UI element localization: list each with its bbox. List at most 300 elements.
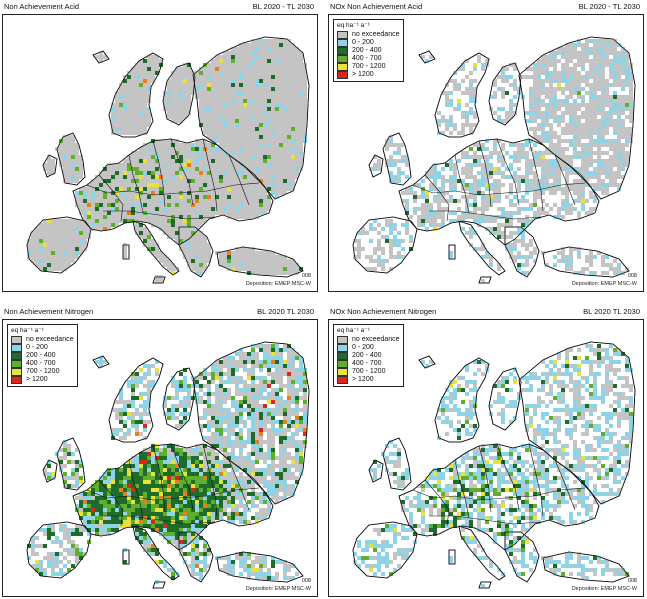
exceedance-cell (115, 179, 119, 183)
exceedance-cell (593, 99, 597, 103)
exceedance-cell (283, 187, 287, 191)
exceedance-cell (617, 59, 621, 63)
exceedance-cell (525, 167, 529, 171)
exceedance-cell (295, 368, 299, 372)
exceedance-cell (163, 143, 167, 147)
exceedance-cell (263, 147, 267, 151)
exceedance-cell (175, 99, 179, 103)
exceedance-cell (187, 223, 191, 227)
exceedance-cell (47, 231, 51, 235)
exceedance-cell (75, 235, 79, 239)
exceedance-cell (279, 360, 283, 364)
exceedance-cell (433, 179, 437, 183)
exceedance-cell (589, 135, 593, 139)
exceedance-cell (263, 143, 267, 147)
exceedance-cell (605, 131, 609, 135)
exceedance-cell (183, 416, 187, 420)
exceedance-cell (597, 111, 601, 115)
exceedance-cell (195, 79, 199, 83)
exceedance-cell (589, 171, 593, 175)
exceedance-cell (545, 151, 549, 155)
exceedance-cell (597, 87, 601, 91)
exceedance-cell (239, 139, 243, 143)
exceedance-cell (605, 47, 609, 51)
exceedance-cell (215, 103, 219, 107)
exceedance-cell (255, 251, 259, 255)
exceedance-cell (131, 159, 135, 163)
exceedance-cell (517, 207, 521, 211)
exceedance-cell (219, 360, 223, 364)
exceedance-cell (167, 412, 171, 416)
exceedance-cell (163, 223, 167, 227)
legend-swatch (337, 71, 348, 79)
exceedance-cell (601, 59, 605, 63)
exceedance-cell (625, 159, 629, 163)
exceedance-cell (223, 55, 227, 59)
exceedance-cell (275, 263, 279, 267)
exceedance-cell (95, 215, 99, 219)
exceedance-cell (569, 103, 573, 107)
exceedance-cell (513, 203, 517, 207)
exceedance-cell (247, 436, 251, 440)
exceedance-cell (605, 51, 609, 55)
exceedance-cell (211, 195, 215, 199)
exceedance-cell (151, 159, 155, 163)
exceedance-cell (239, 75, 243, 79)
exceedance-cell (235, 263, 239, 267)
exceedance-cell (287, 91, 291, 95)
exceedance-cell (295, 51, 299, 55)
exceedance-cell (621, 155, 625, 159)
exceedance-cell (223, 211, 227, 215)
exceedance-cell (553, 79, 557, 83)
exceedance-cell (223, 107, 227, 111)
exceedance-cell (187, 103, 191, 107)
exceedance-cell (163, 195, 167, 199)
exceedance-cell (143, 107, 147, 111)
exceedance-cell (557, 115, 561, 119)
exceedance-cell (275, 271, 279, 275)
exceedance-cell (259, 83, 263, 87)
exceedance-cell (397, 147, 401, 151)
exceedance-cell (191, 223, 195, 227)
exceedance-cell (251, 187, 255, 191)
exceedance-cell (227, 207, 231, 211)
exceedance-cell (259, 251, 263, 255)
exceedance-cell (75, 251, 79, 255)
exceedance-cell (223, 103, 227, 107)
exceedance-cell (247, 119, 251, 123)
exceedance-cell (429, 223, 433, 227)
exceedance-cell (493, 227, 497, 231)
exceedance-cell (255, 103, 259, 107)
exceedance-cell (251, 416, 255, 420)
exceedance-cell (271, 183, 275, 187)
exceedance-cell (243, 368, 247, 372)
exceedance-cell (613, 259, 617, 263)
exceedance-cell (151, 364, 155, 368)
exceedance-cell (223, 123, 227, 127)
exceedance-cell (127, 195, 131, 199)
exceedance-cell (425, 215, 429, 219)
exceedance-cell (469, 167, 473, 171)
exceedance-cell (549, 207, 553, 211)
exceedance-cell (271, 352, 275, 356)
exceedance-cell (175, 452, 179, 456)
exceedance-cell (545, 103, 549, 107)
exceedance-cell (283, 39, 287, 43)
exceedance-cell (545, 159, 549, 163)
exceedance-cell (283, 384, 287, 388)
exceedance-cell (263, 259, 267, 263)
exceedance-cell (139, 420, 143, 424)
exceedance-cell (63, 235, 67, 239)
exceedance-cell (429, 187, 433, 191)
exceedance-cell (231, 396, 235, 400)
exceedance-cell (131, 119, 135, 123)
exceedance-cell (283, 448, 287, 452)
exceedance-cell (187, 155, 191, 159)
exceedance-cell (259, 135, 263, 139)
exceedance-cell (549, 171, 553, 175)
exceedance-cell (465, 155, 469, 159)
exceedance-cell (299, 440, 303, 444)
exceedance-cell (255, 448, 259, 452)
exceedance-cell (279, 380, 283, 384)
exceedance-cell (143, 123, 147, 127)
exceedance-cell (283, 167, 287, 171)
exceedance-cell (275, 139, 279, 143)
exceedance-cell (605, 183, 609, 187)
exceedance-cell (143, 195, 147, 199)
exceedance-cell (589, 39, 593, 43)
exceedance-cell (227, 95, 231, 99)
exceedance-cell (195, 179, 199, 183)
exceedance-cell (63, 163, 67, 167)
exceedance-cell (191, 211, 195, 215)
exceedance-cell (283, 79, 287, 83)
exceedance-cell (263, 75, 267, 79)
exceedance-cell (497, 151, 501, 155)
exceedance-cell (171, 456, 175, 460)
exceedance-cell (509, 155, 513, 159)
exceedance-cell (123, 95, 127, 99)
exceedance-cell (405, 191, 409, 195)
exceedance-cell (91, 191, 95, 195)
exceedance-cell (211, 420, 215, 424)
exceedance-cell (295, 400, 299, 404)
exceedance-cell (271, 420, 275, 424)
exceedance-cell (267, 155, 271, 159)
exceedance-cell (147, 195, 151, 199)
exceedance-cell (581, 131, 585, 135)
exceedance-cell (235, 195, 239, 199)
exceedance-cell (481, 279, 485, 283)
exceedance-cell (569, 55, 573, 59)
exceedance-cell (275, 87, 279, 91)
exceedance-cell (589, 111, 593, 115)
exceedance-cell (183, 107, 187, 111)
exceedance-cell (187, 167, 191, 171)
exceedance-cell (43, 243, 47, 247)
exceedance-cell (191, 235, 195, 239)
exceedance-cell (271, 428, 275, 432)
exceedance-cell (207, 191, 211, 195)
exceedance-cell (247, 376, 251, 380)
exceedance-cell (247, 432, 251, 436)
exceedance-cell (609, 115, 613, 119)
exceedance-cell (47, 247, 51, 251)
exceedance-cell (247, 388, 251, 392)
exceedance-cell (183, 99, 187, 103)
exceedance-cell (131, 155, 135, 159)
exceedance-cell (179, 223, 183, 227)
exceedance-cell (605, 151, 609, 155)
exceedance-cell (259, 115, 263, 119)
exceedance-cell (291, 412, 295, 416)
exceedance-cell (259, 452, 263, 456)
exceedance-cell (561, 91, 565, 95)
exceedance-cell (283, 440, 287, 444)
exceedance-cell (207, 127, 211, 131)
exceedance-cell (227, 151, 231, 155)
exceedance-cell (437, 195, 441, 199)
exceedance-cell (67, 139, 71, 143)
exceedance-cell (299, 79, 303, 83)
exceedance-cell (215, 360, 219, 364)
exceedance-cell (231, 127, 235, 131)
exceedance-cell (593, 171, 597, 175)
exceedance-cell (231, 364, 235, 368)
exceedance-cell (123, 131, 127, 135)
exceedance-cell (565, 83, 569, 87)
exceedance-cell (497, 87, 501, 91)
exceedance-cell (505, 175, 509, 179)
exceedance-cell (275, 376, 279, 380)
exceedance-cell (275, 372, 279, 376)
exceedance-cell (283, 368, 287, 372)
exceedance-cell (103, 179, 107, 183)
exceedance-cell (239, 364, 243, 368)
exceedance-cell (581, 111, 585, 115)
exceedance-cell (573, 151, 577, 155)
exceedance-cell (589, 119, 593, 123)
exceedance-cell (163, 259, 167, 263)
exceedance-cell (139, 179, 143, 183)
exceedance-cell (147, 163, 151, 167)
exceedance-cell (147, 199, 151, 203)
exceedance-cell (59, 219, 63, 223)
exceedance-cell (195, 207, 199, 211)
exceedance-cell (219, 416, 223, 420)
exceedance-cell (529, 251, 533, 255)
exceedance-cell (303, 103, 307, 107)
exceedance-cell (239, 103, 243, 107)
exceedance-cell (397, 175, 401, 179)
exceedance-cell (203, 400, 207, 404)
exceedance-cell (47, 267, 51, 271)
exceedance-cell (291, 384, 295, 388)
exceedance-cell (163, 263, 167, 267)
panel-scenario: BL 2020 - TL 2030 (578, 2, 640, 11)
exceedance-cell (135, 428, 139, 432)
exceedance-cell (211, 119, 215, 123)
exceedance-cell (279, 139, 283, 143)
exceedance-cell (31, 251, 35, 255)
exceedance-cell (517, 199, 521, 203)
exceedance-cell (131, 115, 135, 119)
exceedance-cell (393, 159, 397, 163)
exceedance-cell (207, 195, 211, 199)
exceedance-cell (593, 255, 597, 259)
exceedance-cell (557, 99, 561, 103)
exceedance-cell (287, 364, 291, 368)
exceedance-cell (275, 119, 279, 123)
exceedance-cell (235, 111, 239, 115)
exceedance-cell (215, 464, 219, 468)
exceedance-cell (541, 175, 545, 179)
exceedance-cell (247, 207, 251, 211)
exceedance-cell (235, 404, 239, 408)
exceedance-cell (585, 91, 589, 95)
exceedance-cell (247, 99, 251, 103)
exceedance-cell (513, 255, 517, 259)
exceedance-cell (227, 111, 231, 115)
exceedance-cell (267, 384, 271, 388)
exceedance-cell (243, 111, 247, 115)
exceedance-cell (239, 400, 243, 404)
exceedance-cell (613, 131, 617, 135)
exceedance-cell (263, 47, 267, 51)
exceedance-cell (247, 91, 251, 95)
exceedance-cell (147, 167, 151, 171)
exceedance-cell (59, 243, 63, 247)
exceedance-cell (577, 135, 581, 139)
exceedance-cell (565, 211, 569, 215)
exceedance-cell (275, 63, 279, 67)
exceedance-cell (553, 119, 557, 123)
exceedance-cell (199, 99, 203, 103)
exceedance-cell (55, 247, 59, 251)
exceedance-cell (357, 251, 361, 255)
exceedance-cell (239, 392, 243, 396)
exceedance-cell (179, 207, 183, 211)
exceedance-cell (497, 183, 501, 187)
exceedance-cell (525, 155, 529, 159)
exceedance-cell (291, 79, 295, 83)
exceedance-cell (489, 195, 493, 199)
exceedance-cell (581, 171, 585, 175)
exceedance-cell (119, 103, 123, 107)
exceedance-cell (437, 119, 441, 123)
exceedance-cell (175, 79, 179, 83)
exceedance-cell (231, 131, 235, 135)
exceedance-cell (449, 103, 453, 107)
exceedance-cell (533, 115, 537, 119)
exceedance-cell (267, 159, 271, 163)
exceedance-cell (251, 143, 255, 147)
exceedance-cell (529, 115, 533, 119)
exceedance-cell (259, 79, 263, 83)
exceedance-cell (473, 151, 477, 155)
exceedance-cell (143, 203, 147, 207)
exceedance-cell (485, 219, 489, 223)
exceedance-cell (251, 392, 255, 396)
exceedance-cell (235, 179, 239, 183)
exceedance-cell (83, 203, 87, 207)
exceedance-cell (553, 59, 557, 63)
exceedance-cell (199, 207, 203, 211)
exceedance-cell (287, 87, 291, 91)
exceedance-cell (609, 51, 613, 55)
exceedance-cell (43, 255, 47, 259)
exceedance-cell (123, 187, 127, 191)
exceedance-cell (143, 175, 147, 179)
exceedance-cell (437, 223, 441, 227)
exceedance-cell (123, 91, 127, 95)
exceedance-cell (235, 99, 239, 103)
exceedance-cell (287, 436, 291, 440)
exceedance-cell (139, 163, 143, 167)
exceedance-cell (219, 55, 223, 59)
exceedance-cell (139, 71, 143, 75)
exceedance-cell (525, 183, 529, 187)
exceedance-cell (191, 143, 195, 147)
exceedance-cell (203, 123, 207, 127)
exceedance-cell (569, 155, 573, 159)
exceedance-cell (541, 71, 545, 75)
exceedance-cell (393, 223, 397, 227)
exceedance-cell (227, 464, 231, 468)
exceedance-cell (143, 155, 147, 159)
exceedance-cell (263, 428, 267, 432)
exceedance-cell (255, 416, 259, 420)
exceedance-cell (215, 412, 219, 416)
exceedance-cell (541, 139, 545, 143)
exceedance-cell (553, 179, 557, 183)
exceedance-cell (35, 259, 39, 263)
exceedance-cell (75, 151, 79, 155)
exceedance-cell (191, 448, 195, 452)
exceedance-cell (291, 444, 295, 448)
exceedance-cell (203, 127, 207, 131)
exceedance-cell (621, 147, 625, 151)
exceedance-cell (251, 195, 255, 199)
exceedance-cell (377, 159, 381, 163)
exceedance-cell (243, 263, 247, 267)
exceedance-cell (481, 215, 485, 219)
exceedance-cell (477, 55, 481, 59)
exceedance-cell (251, 384, 255, 388)
exceedance-cell (227, 424, 231, 428)
exceedance-cell (303, 75, 307, 79)
exceedance-cell (79, 227, 83, 231)
exceedance-cell (199, 448, 203, 452)
exceedance-cell (127, 79, 131, 83)
exceedance-cell (589, 147, 593, 151)
exceedance-cell (215, 167, 219, 171)
exceedance-cell (291, 107, 295, 111)
exceedance-cell (601, 63, 605, 67)
exceedance-cell (537, 115, 541, 119)
exceedance-cell (275, 392, 279, 396)
exceedance-cell (231, 428, 235, 432)
exceedance-cell (243, 356, 247, 360)
exceedance-cell (577, 143, 581, 147)
exceedance-cell (585, 123, 589, 127)
exceedance-cell (581, 47, 585, 51)
exceedance-cell (501, 207, 505, 211)
